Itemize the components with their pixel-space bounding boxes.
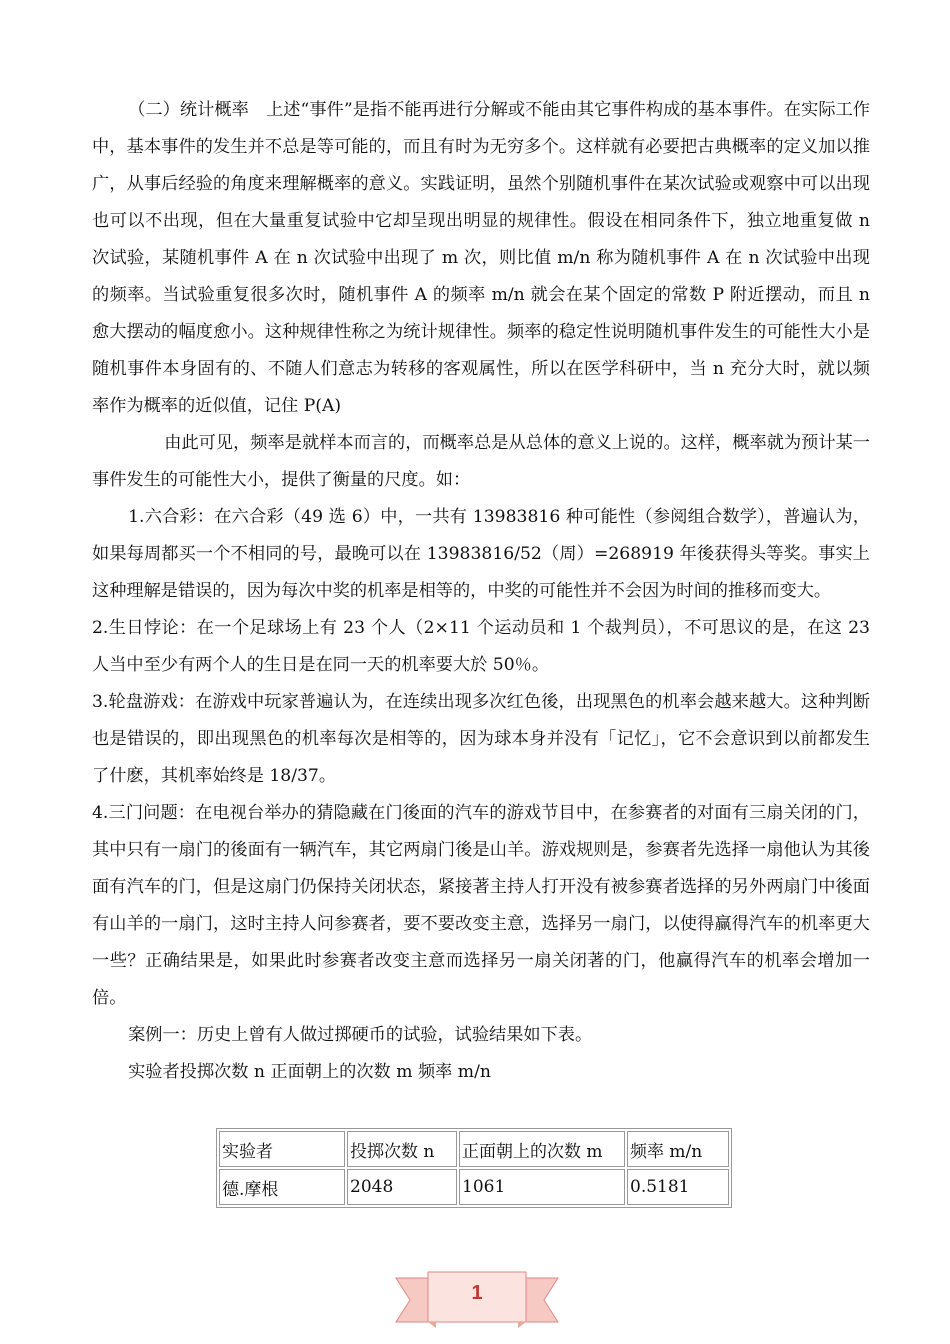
header-frequency: 频率 m/n [627, 1131, 729, 1167]
table-header-row [219, 1131, 729, 1167]
case-one-intro: 案例一：历史上曾有人做过掷硬币的试验，试验结果如下表。 [128, 1025, 593, 1045]
body-text [92, 92, 870, 1091]
cell-experimenter: 德.摩根 [219, 1169, 345, 1205]
table-row [219, 1169, 729, 1205]
coin-toss-table [216, 1128, 732, 1208]
cell-tosses: 2048 [347, 1169, 457, 1205]
example-birthday-paradox: 2.生日悖论：在一个足球场上有 23 个人（2×11 个运动员和 1 个裁判员），不可思议的是，在这 23 人当中至少有两个人的生日是在同一天的机率要大於 50％。 [92, 618, 870, 675]
page-footer [392, 1268, 562, 1332]
header-tosses: 投掷次数 n [347, 1131, 457, 1167]
cell-frequency: 0.5181 [627, 1169, 729, 1205]
paragraph-statistical-probability: （二）统计概率 上述“事件”是指不能再进行分解或不能由其它事件构成的基本事件。在实际工作中，基本事件的发生并不总是等可能的，而且有时为无穷多个。这样就有必要把古典概率的定义加以推广，从事后经验的角度来理解概率的意义。实践证明，虽然个别随机事件在某次试验或观察中可以出现也可以不出现，但在大量重复试验中它却呈现出明显的规律性。假设在相同条件下，独立地重复做 n 次试验，某随机事件 A 在 n 次试验中出现了 m 次，则比值 m/n 称为随机事件 A 在 n 次试验中出现的频率。当试验重复很多次时，随机事件 A 的频率 m/n 就会在某个固定的常数 P 附近摆动，而且 n 愈大摆动的幅度愈小。这种规律性称之为统计规律性。频率的稳定性说明随机事件发生的可能性大小是随机事件本身固有的、不随人们意志为转移的客观属性，所以在医学科研中，当 n 充分大时，就以频率作为概率的近似值，记住 P(A) [92, 100, 870, 416]
example-roulette: 3.轮盘游戏：在游戏中玩家普遍认为，在连续出现多次红色後，出现黑色的机率会越来越大。这种判断也是错误的，即出现黑色的机率每次是相等的，因为球本身并没有「记忆」，它不会意识到以前都发生了什麽，其机率始终是 18/37。 [92, 692, 870, 786]
header-experimenter: 实验者 [219, 1131, 345, 1167]
example-monty-hall: 4.三门问题：在电视台举办的猜隐藏在门後面的汽车的游戏节目中，在参赛者的对面有三扇关闭的门，其中只有一扇门的後面有一辆汽车，其它两扇门後是山羊。游戏规则是，参赛者先选择一扇他认为其後面有汽车的门，但是这扇门仍保持关闭状态，紧接著主持人打开没有被参赛者选择的另外两扇门中後面有山羊的一扇门，这时主持人问参赛者，要不要改变主意，选择另一扇门，以使得赢得汽车的机率更大一些？正确结果是，如果此时参赛者改变主意而选择另一扇关闭著的门，他赢得汽车的机率会增加一倍。 [92, 803, 870, 1008]
cell-heads: 1061 [459, 1169, 625, 1205]
example-lottery: 1.六合彩：在六合彩（49 选 6）中，一共有 13983816 种可能性（参阅组合数学），普遍认为，如果每周都买一个不相同的号，最晚可以在 13983816/52（周）=268919 年後获得头等奖。事实上这种理解是错误的，因为每次中奖的机率是相等的，中奖的可能性并不会因为时间的推移而变大。 [92, 507, 870, 601]
header-heads: 正面朝上的次数 m [459, 1131, 625, 1167]
page-number: 1 [471, 1282, 483, 1304]
table-caption: 实验者投掷次数 n 正面朝上的次数 m 频率 m/n [128, 1062, 491, 1082]
paragraph-conclusion: 由此可见，频率是就样本而言的，而概率总是从总体的意义上说的。这样，概率就为预计某一事件发生的可能性大小，提供了衡量的尺度。如： [92, 433, 870, 490]
